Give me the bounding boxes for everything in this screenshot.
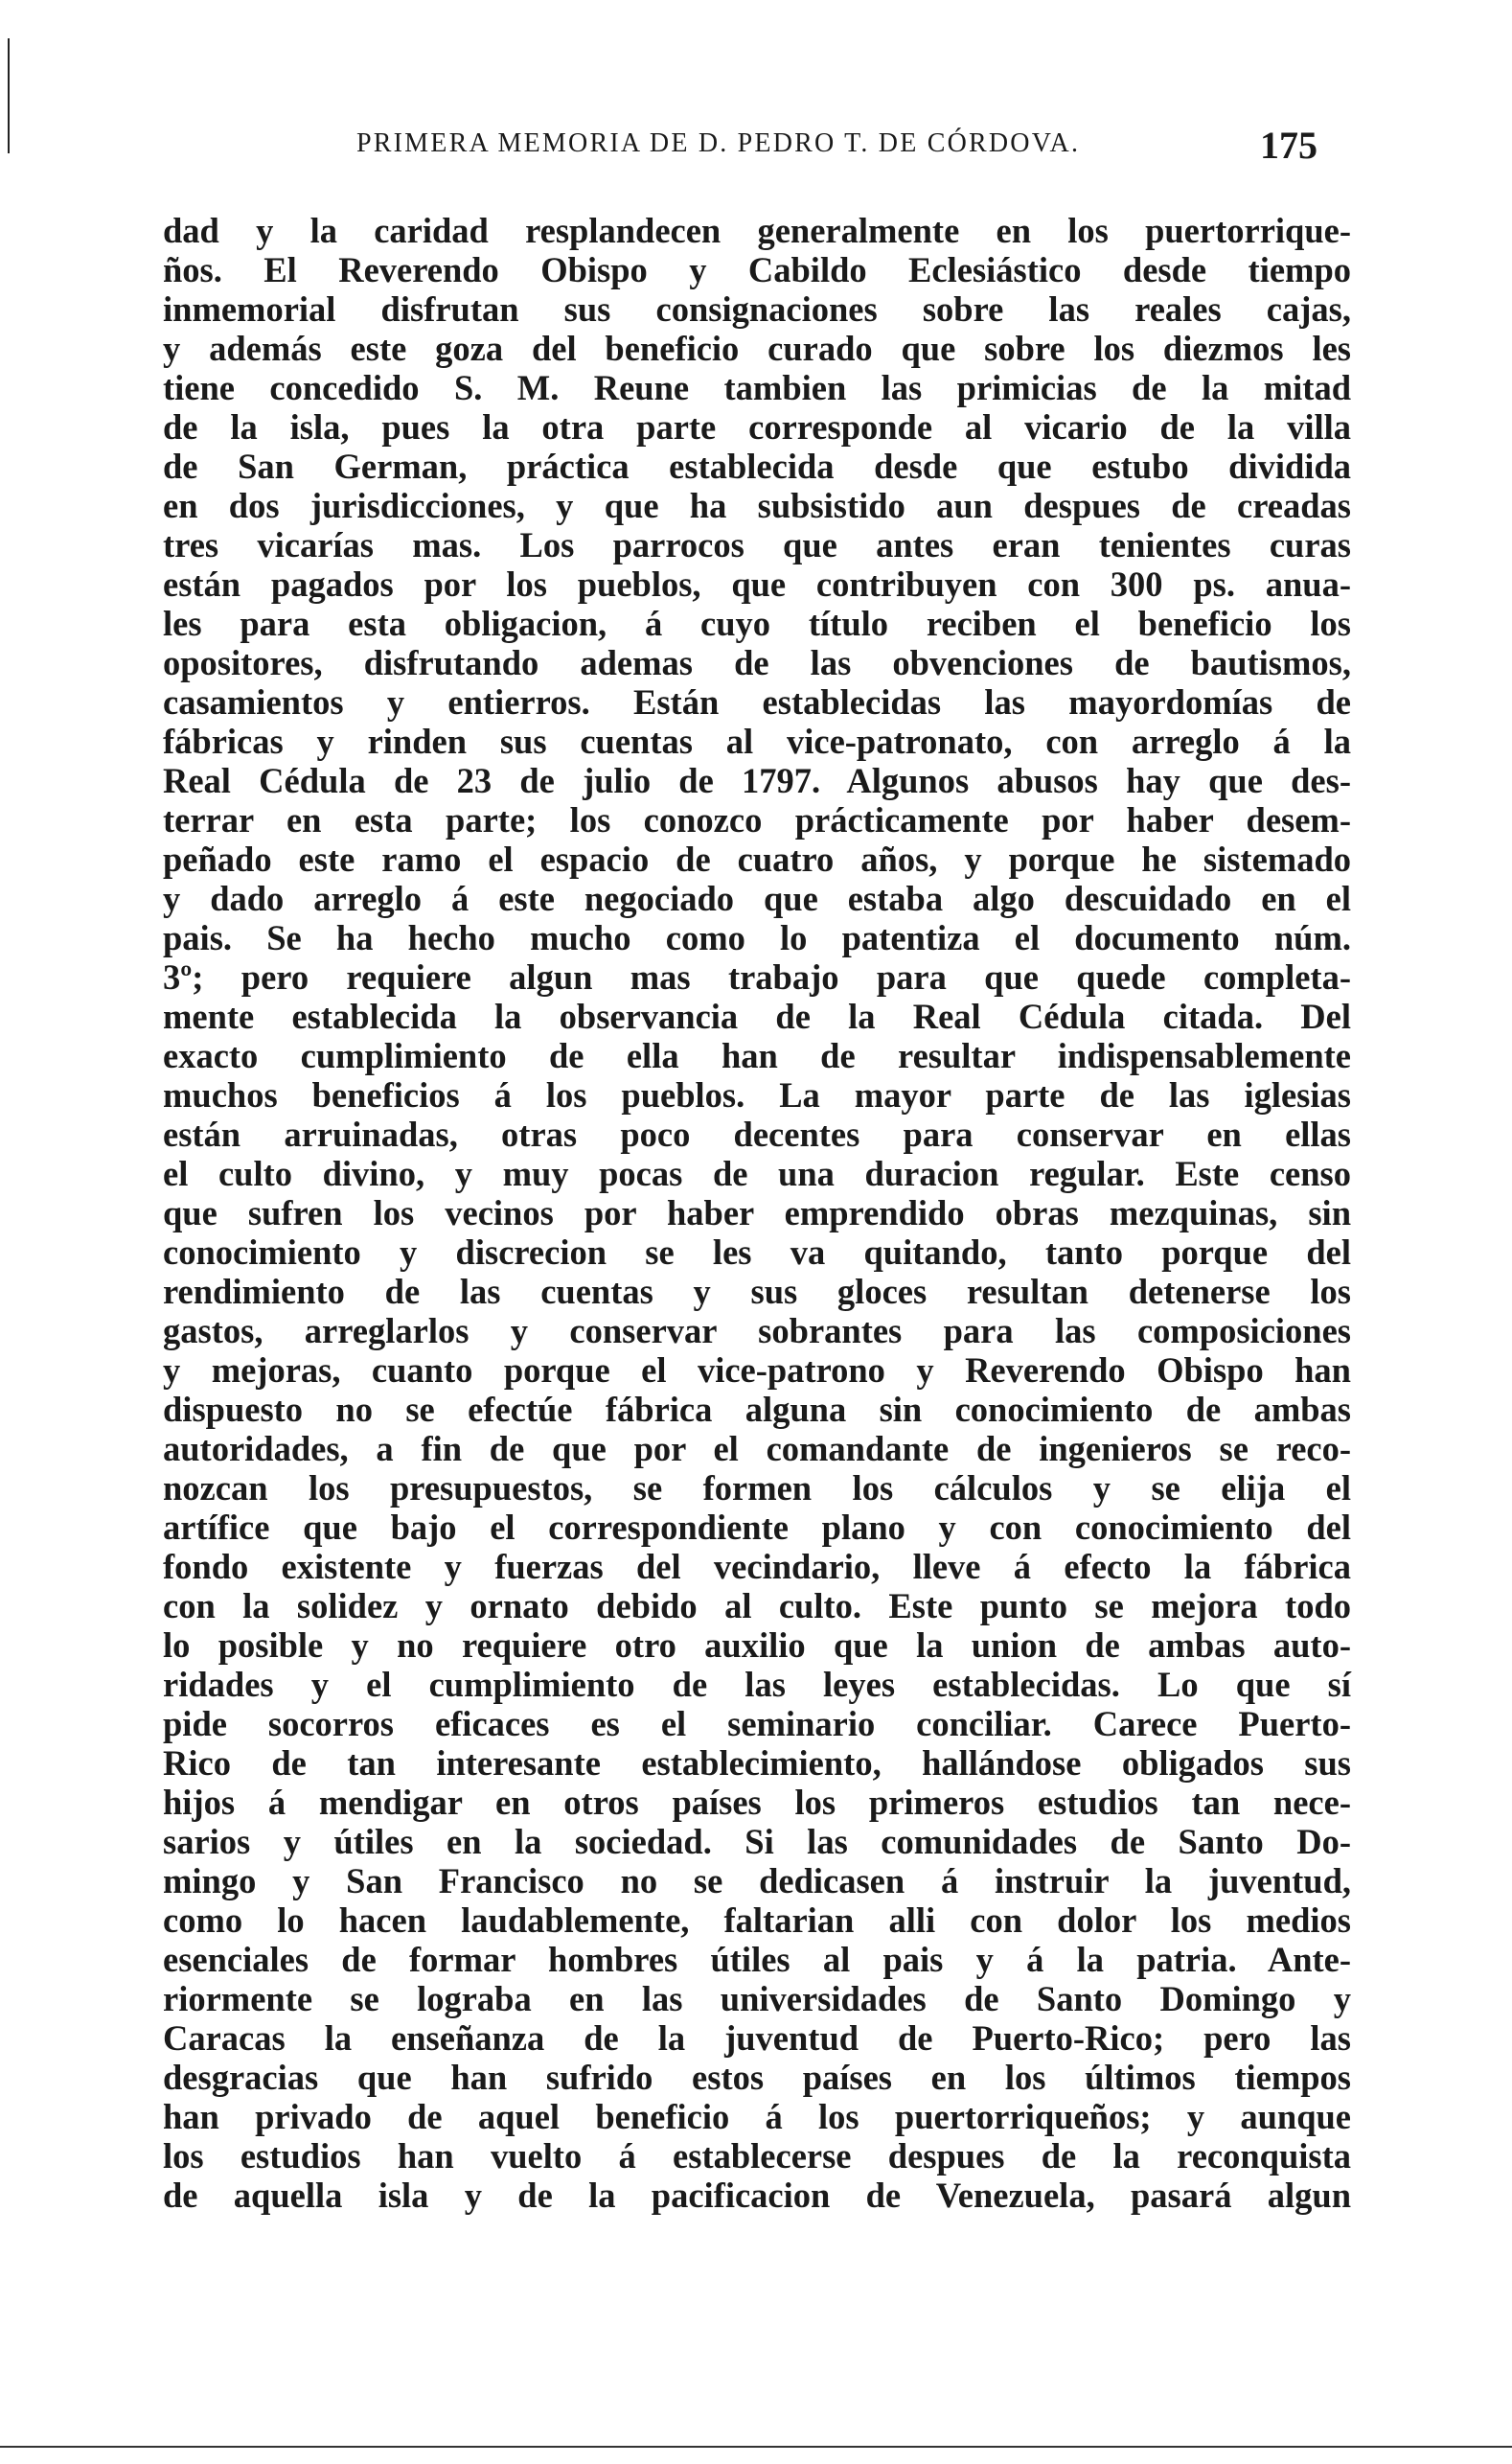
text-line: mingo y San Francisco no se dedicasen á instruir la juventud, <box>163 1861 1351 1900</box>
text-line: fondo existente y fuerzas del vecindario, lleve á efecto la fábrica <box>163 1547 1351 1586</box>
text-line: de la isla, pues la otra parte corresponde al vicario de la villa <box>163 407 1351 447</box>
text-line: artífice que bajo el correspondiente plano y con conocimiento del <box>163 1508 1351 1547</box>
scan-edge-mark <box>8 38 10 153</box>
text-line: muchos beneficios á los pueblos. La mayor parte de las iglesias <box>163 1075 1351 1115</box>
text-line: de San German, práctica establecida desde que estubo dividida <box>163 447 1351 486</box>
text-line: y dado arreglo á este negociado que estaba algo descuidado en el <box>163 879 1351 918</box>
text-line: les para esta obligacion, á cuyo título reciben el beneficio los <box>163 604 1351 643</box>
text-line: ridades y el cumplimiento de las leyes establecidas. Lo que sí <box>163 1665 1351 1704</box>
text-line: en dos jurisdicciones, y que ha subsistido aun despues de creadas <box>163 486 1351 525</box>
text-line: tiene concedido S. M. Reune tambien las primicias de la mitad <box>163 368 1351 407</box>
text-line: y mejoras, cuanto porque el vice-patrono y Reverendo Obispo han <box>163 1350 1351 1390</box>
text-line: los estudios han vuelto á establecerse despues de la reconquista <box>163 2136 1351 2176</box>
text-line: gastos, arreglarlos y conservar sobrantes para las composiciones <box>163 1311 1351 1350</box>
text-line: sarios y útiles en la sociedad. Si las comunidades de Santo Do- <box>163 1822 1351 1861</box>
text-line: nozcan los presupuestos, se formen los cálculos y se elija el <box>163 1468 1351 1508</box>
text-line: pide socorros eficaces es el seminario conciliar. Carece Puerto- <box>163 1704 1351 1743</box>
text-line: fábricas y rinden sus cuentas al vice-patronato, con arreglo á la <box>163 722 1351 761</box>
text-line: de aquella isla y de la pacificacion de Venezuela, pasará algun <box>163 2176 1351 2215</box>
text-line: esenciales de formar hombres útiles al pais y á la patria. Ante- <box>163 1940 1351 1979</box>
text-line: 3º; pero requiere algun mas trabajo para que quede completa- <box>163 957 1351 997</box>
text-line: tres vicarías mas. Los parrocos que antes eran tenientes curas <box>163 525 1351 564</box>
text-line: desgracias que han sufrido estos países en los últimos tiempos <box>163 2058 1351 2097</box>
running-title: PRIMERA MEMORIA DE D. PEDRO T. DE CÓRDOVA. <box>356 128 1081 158</box>
text-line: y además este goza del beneficio curado que sobre los diezmos les <box>163 329 1351 368</box>
text-line: autoridades, a fin de que por el comandante de ingenieros se reco- <box>163 1429 1351 1468</box>
text-line: como lo hacen laudablemente, faltarian alli con dolor los medios <box>163 1900 1351 1940</box>
text-line: han privado de aquel beneficio á los puertorriqueños; y aunque <box>163 2097 1351 2136</box>
text-line: pais. Se ha hecho mucho como lo patentiza el documento núm. <box>163 918 1351 957</box>
text-line: hijos á mendigar en otros países los primeros estudios tan nece- <box>163 1783 1351 1822</box>
text-line: con la solidez y ornato debido al culto. Este punto se mejora todo <box>163 1586 1351 1625</box>
text-line: dad y la caridad resplandecen generalmente en los puertorrique- <box>163 211 1351 250</box>
page-number: 175 <box>1260 124 1317 167</box>
text-line: Real Cédula de 23 de julio de 1797. Algunos abusos hay que des- <box>163 761 1351 800</box>
text-line: mente establecida la observancia de la Real Cédula citada. Del <box>163 997 1351 1036</box>
text-line: inmemorial disfrutan sus consignaciones sobre las reales cajas, <box>163 289 1351 329</box>
text-line: casamientos y entierros. Están establecidas las mayordomías de <box>163 682 1351 722</box>
text-line: peñado este ramo el espacio de cuatro años, y porque he sistemado <box>163 840 1351 879</box>
text-line: ños. El Reverendo Obispo y Cabildo Eclesiástico desde tiempo <box>163 250 1351 289</box>
page-header <box>356 123 1317 169</box>
text-line: conocimiento y discrecion se les va quitando, tanto porque del <box>163 1232 1351 1272</box>
body-paragraph <box>163 211 1351 2215</box>
text-line: exacto cumplimiento de ella han de resultar indispensablemente <box>163 1036 1351 1075</box>
text-line: están pagados por los pueblos, que contribuyen con 300 ps. anua- <box>163 564 1351 604</box>
text-line: terrar en esta parte; los conozco prácticamente por haber desem- <box>163 800 1351 840</box>
text-line: dispuesto no se efectúe fábrica alguna sin conocimiento de ambas <box>163 1390 1351 1429</box>
text-line: están arruinadas, otras poco decentes para conservar en ellas <box>163 1115 1351 1154</box>
text-line: riormente se lograba en las universidades de Santo Domingo y <box>163 1979 1351 2018</box>
text-line: rendimiento de las cuentas y sus gloces resultan detenerse los <box>163 1272 1351 1311</box>
text-line: opositores, disfrutando ademas de las obvenciones de bautismos, <box>163 643 1351 682</box>
text-line: lo posible y no requiere otro auxilio que la union de ambas auto- <box>163 1625 1351 1665</box>
text-line: Caracas la enseñanza de la juventud de Puerto-Rico; pero las <box>163 2018 1351 2058</box>
text-line: que sufren los vecinos por haber emprendido obras mezquinas, sin <box>163 1193 1351 1232</box>
text-line: el culto divino, y muy pocas de una duracion regular. Este censo <box>163 1154 1351 1193</box>
bottom-rule <box>0 2446 1512 2448</box>
text-line: Rico de tan interesante establecimiento, hallándose obligados sus <box>163 1743 1351 1783</box>
